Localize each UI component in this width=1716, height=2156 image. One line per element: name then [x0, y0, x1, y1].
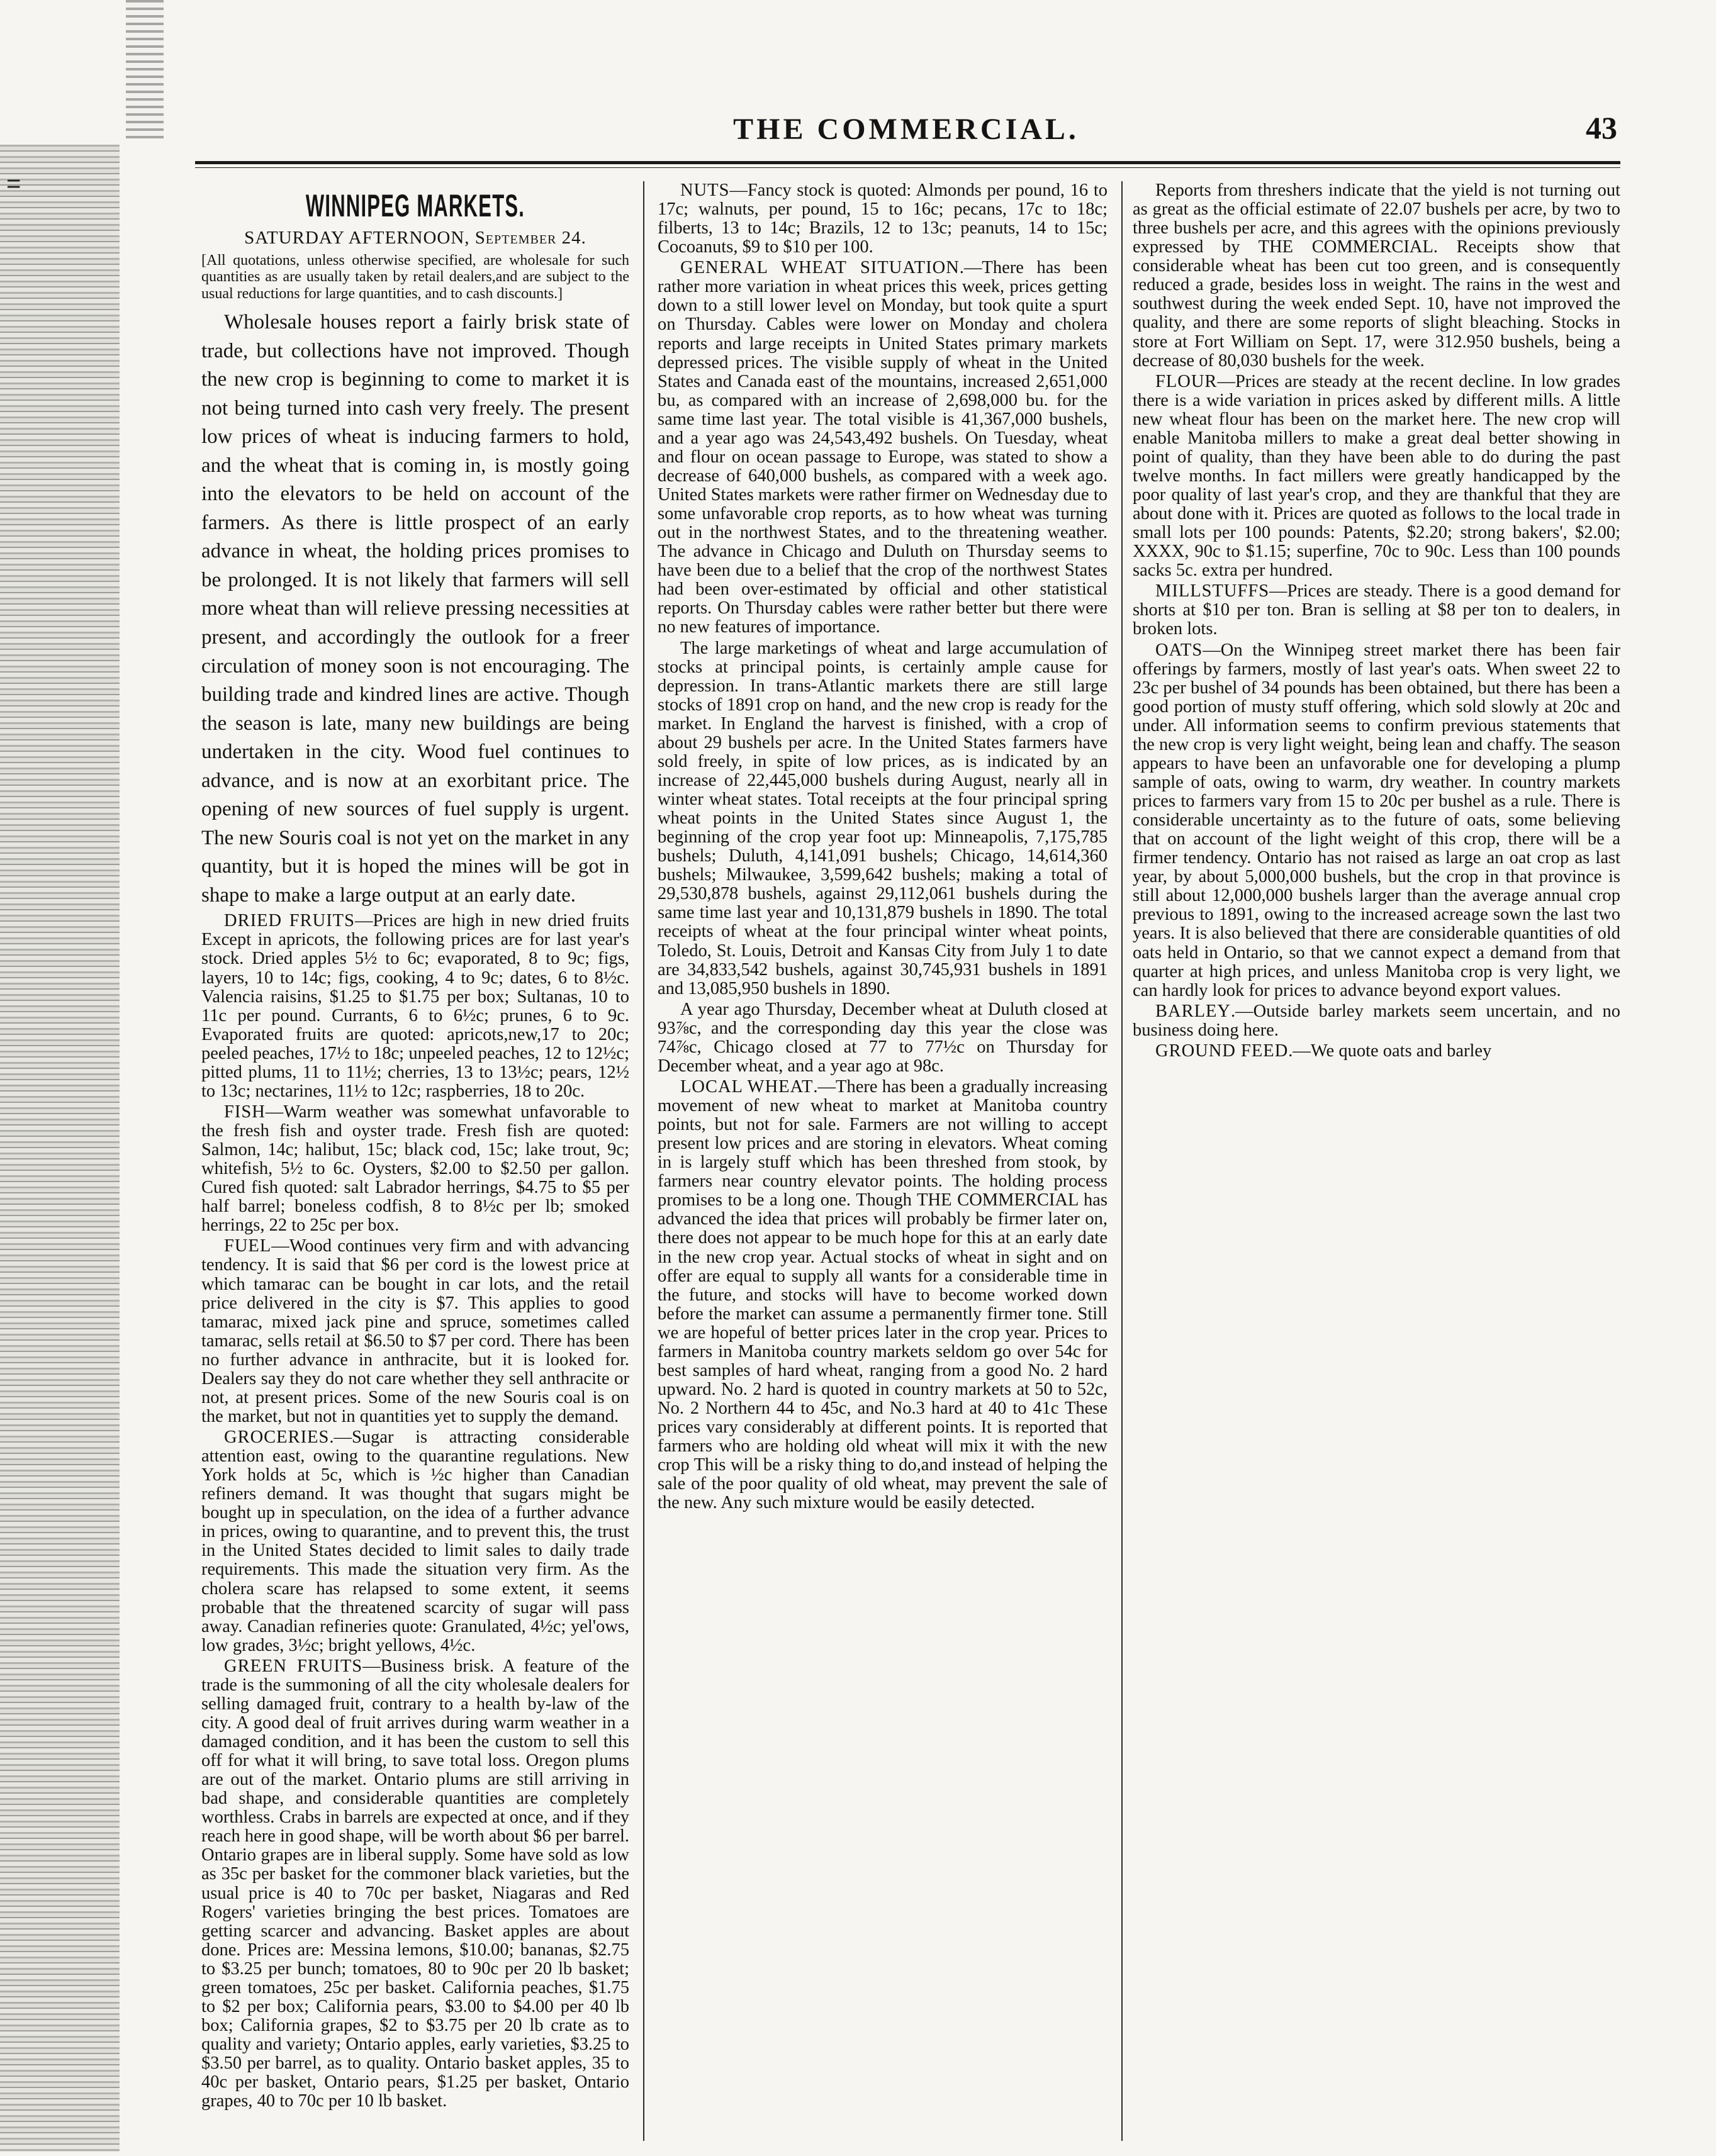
page-binding-edge — [0, 145, 120, 2152]
section-text: .—There has been rather more variation in wheat prices this week, prices getting down to a still lower level on Monday, but took quite a spurt on Thursday. Cables were lower on Monday and cholera reports and large receipts in United States primary markets depressed prices. The visible supply of wheat in the United States and Canada east of the mountains, increased 2,651,000 bu, as compared with an increase of 2,698,000 bu. for the same time last year. The total visible is 41,367,000 bushels, and a year ago was 24,543,492 bushels. On Tuesday, wheat and flour on ocean passage to Europe, was stated to show a decrease of 640,000 bushels, as compared with a week ago. United States markets were rather firmer on Wednesday due to some unfavorable crop reports, as to how wheat was turning out in the northwest States, and to the threatening weather. The advance in Chicago and Duluth on Thursday seems to have been due to a belief that the crop of the northwest States had been over-estimated by official and other statistical reports. On Thursday cables were rather better but there were no new features of importance. — [658, 258, 1108, 637]
section-text: —On the Winnipeg street market there has been fair offerings by farmers, mostly of last year's oats. When sweet 22 to 23c per bushel of 34 pounds has been obtained, but there has been a good portion of musty stuff offering, which sold slowly at 20c and under. All information seems to confirm previous statements that the new crop is very light weight, being lean and chaffy. The season appears to have been an unfavorable one for developing a plump sample of oats, owing to warm, dry weather. In country markets prices to farmers vary from 15 to 20c per bushel as a rule. There is considerable uncertainty as to the future of oats, some believing that on account of the light weight of this crop, there will be a firmer tendency. Ontario has not raised as large an oat crop as last year, by about 5,000,000 bushels, but the crop in that province is still about 12,000,000 bushels larger than the average annual crop previous to 1891, owing to the increased acreage sown the last two years. It is also believed that there are considerable quantities of old oats held in Ontario, so that we cannot expect a demand from that quarter at high prices, and unless Manitoba crop is very light, we can hardly look for prices to advance beyond export values. — [1133, 640, 1620, 1000]
header-rule-thin — [195, 167, 1620, 168]
section-label: FUEL — [224, 1236, 272, 1256]
section-fish — [201, 1103, 629, 1235]
section-dried-fruits — [201, 912, 629, 1101]
masthead: THE COMMERCIAL. — [733, 113, 1079, 146]
section-ground-feed — [1133, 1042, 1620, 1061]
section-label: GROUND FEED — [1155, 1041, 1289, 1061]
section-text: .—Outside barley markets seem uncertain, and no business doing here. — [1133, 1001, 1620, 1040]
column-1 — [201, 181, 629, 2144]
section-nuts — [658, 181, 1108, 257]
section-text: —Prices are steady. There is a good demand for shorts at $10 per ton. Bran is selling at $8 per ton to dealers, in broken lots. — [1133, 581, 1620, 639]
section-text: —Fancy stock is quoted: Almonds per pound, 16 to 17c; walnuts, per pound, 15 to 16c; pecans, 17c to 18c; filberts, 13 to 14c; Brazils, 12 to 13c; peanuts, 14 to 15c; Cocoanuts, $9 to $10 per 100. — [658, 181, 1108, 257]
section-label: GENERAL WHEAT SITUATION — [680, 258, 960, 278]
section-label: GREEN FRUITS — [224, 1656, 363, 1676]
page-header — [195, 112, 1617, 151]
section-label: MILLSTUFFS — [1155, 581, 1270, 601]
section-text: .—Sugar is attracting considerable attention east, owing to the quarantine regulations. New York holds at 5c, which is ½c higher than Canadian refiners demand. It was thought that sugars might be bought up in speculation, on the idea of a further advance in prices, owing to quarantine, and to prevent this, the trust in the United States decided to limit sales to daily trade requirements. This made the situation very firm. As the cholera scare has relapsed to some extent, it seems probable that the threatened scarcity of sugar will pass away. Canadian refineries quote: Granulated, 4½c; yel'ows, low grades, 3½c; bright yellows, 4½c. — [201, 1427, 629, 1655]
section-label: GROCERIES — [224, 1427, 330, 1448]
page-number: 43 — [1586, 110, 1617, 145]
section-local-wheat — [658, 1078, 1108, 1512]
section-text: —Prices are high in new dried fruits Except in apricots, the following prices are for last year's stock. Dried apples 5½ to 6c; evaporated, 8 to 9c; figs, layers, 10 to 14c; figs, cooking, 4 to 9c; dates, 6 to 8½c. Valencia raisins, $1.25 to $1.75 per box; Sultanas, 10 to 11c per pound. Currants, 6 to 6½c; prunes, 6 to 9c. Evaporated fruits are quoted: apricots,new,17 to 20c; peeled peaches, 17½ to 18c; unpeeled peaches, 12 to 12½c; pitted plums, 11 to 11½; cherries, 13 to 13½c; pears, 12½ to 13c; nectarines, 11½ to 12c; raspberries, 18 to 20c. — [201, 911, 629, 1101]
general-wheat-paragraph-2: The large marketings of wheat and large accumulation of stocks at principal points, is certainly ample cause for depression. In trans-Atlantic markets there are still large stocks of 1891 crop on hand, and the new crop is ready for the market. In England the harvest is finished, with a crop of about 29 bushels per acre. In the United States farmers have sold freely, in spite of low prices, as is indicated by an increase of 22,445,000 bushels during August, nearly all in winter wheat states. Total receipts at the four principal spring wheat points in the United States since August 1, the beginning of the crop year foot up: Minneapolis, 7,175,785 bushels; Duluth, 4,141,091 bushels; Chicago, 14,614,360 bushels; Milwaukee, 3,599,642 bushels; making a total of 29,530,878 bushels, against 29,112,061 bushels during the same time last year and 10,131,879 bushels in 1890. The total receipts of wheat at the four principal winter wheat points, Toledo, St. Louis, Detroit and Kansas City from July 1 to date are 34,833,542 bushels, against 30,745,931 bushels in 1891 and 13,085,950 bushels in 1890. — [658, 638, 1108, 998]
column-divider — [1121, 181, 1123, 2141]
section-text: .—We quote oats and barley — [1288, 1041, 1492, 1061]
article-intro-block — [201, 308, 629, 910]
article-note: [All quotations, unless otherwise specified, are wholesale for such quantities as are usually taken by retail dealers,and are subject to the usual reductions for large quantities, and to cash discounts.] — [201, 252, 629, 302]
section-label: LOCAL WHEAT — [680, 1076, 814, 1097]
section-text: —Warm weather was somewhat unfavorable to the fresh fish and oyster trade. Fresh fish are quoted: Salmon, 14c; halibut, 15c; black cod, 15c; lake trout, 9c; whitefish, 5½ to 6c. Oysters, $2.00 to $2.50 per gallon. Cured fish quoted: salt Labrador herrings, $4.75 to $5 per half barrel; boneless codfish, 8 to 8½c per lb; smoked herrings, 22 to 25c per box. — [201, 1102, 629, 1236]
section-flour — [1133, 372, 1620, 581]
section-label: DRIED FRUITS — [224, 911, 355, 931]
section-millstuffs — [1133, 582, 1620, 639]
article-dateline: SATURDAY AFTERNOON, September 24. — [244, 228, 586, 248]
edge-mark: = — [6, 170, 21, 198]
section-label: FISH — [224, 1102, 266, 1122]
local-wheat-paragraph-2: Reports from threshers indicate that the yield is not turning out as great as the official estimate of 22.07 bushels per acre, by two to three bushels per acre, and this agrees with the opinions previously expressed by THE COMMERCIAL. Receipts show that considerable wheat has been cut too green, and is consequently reduced a grade, besides loss in weight. The rains in the west and southwest during the week ended Sept. 10, have not improved the quality, and there are some reports of slight bleaching. Stocks in store at Fort William on Sept. 17, were 312.950 bushels, being a decrease of 80,030 bushels for the week. — [1133, 181, 1620, 371]
column-2 — [658, 181, 1108, 2144]
section-text: .—There has been a gradually increasing movement of new wheat to market at Manitoba country points, but not for sale. Farmers are not willing to accept present low prices and are storing in elevators. Wheat coming in is largely stuff which has been threshed from stook, by farmers near country elevator points. The holding process promises to be a long one. Though THE COMMERCIAL has advanced the idea that prices will probably be firmer later on, there does not appear to be much hope for this at an early date in the new crop year. Actual stocks of wheat in sight and on offer are equal to supply all wants for a considerable time in the future, and stocks will have to become worked down before the market can assume a permanently firmer tone. Still we are hopeful of better prices later in the crop year. Prices to farmers in Manitoba country markets seldom go over 54c for best samples of hard wheat, ranging from a good No. 2 hard upward. No. 2 hard is quoted in country markets at 50 to 52c, No. 2 Northern 44 to 45c, and No.3 hard at 40 to 41c These prices vary considerably at different points. It is reported that farmers who are holding old wheat will mix it with the new crop This will be a risky thing to do,and instead of helping the sale of the poor quality of old wheat, may prevent the sale of the new. Any such mixture would be easily detected. — [658, 1076, 1108, 1513]
section-fuel — [201, 1237, 629, 1426]
section-green-fruits — [201, 1657, 629, 2111]
article-intro: Wholesale houses report a fairly brisk state of trade, but collections have not improved. Though the new crop is beginning to come to market it is not being turned into cash very freely. The present low prices of wheat is inducing farmers to hold, and the wheat that is coming in, is mostly going into the elevators to be held on account of the farmers. As there is little prospect of an early advance in wheat, the holding prices promises to be prolonged. It is not likely that farmers will sell more wheat than will relieve pressing necessities at present, and accordingly the outlook for a freer circulation of money soon is not encouraging. The building trade and kindred lines are active. Though the season is late, many new buildings are being undertaken in the city. Wood fuel continues to advance, and is now at an exorbitant price. The opening of new sources of fuel supply is urgent. The new Souris coal is not yet on the market in any quantity, but it is hoped the mines will be got in shape to make a large output at an early date. — [201, 311, 629, 907]
section-barley — [1133, 1002, 1620, 1040]
section-general-wheat — [658, 259, 1108, 637]
section-text: —Wood continues very firm and with advancing tendency. It is said that $6 per cord is the lowest price at which tamarac can be bought in car lots, and the retail price delivered in the city is $7. This applies to good tamarac, mixed jack pine and spruce, sometimes called tamarac, sells retail at $6.50 to $7 per cord. There has been no further advance in anthracite, but it is looked for. Dealers say they do not care whether they sell anthracite or not, at present prices. Some of the new Souris coal is on the market, but not in quantities yet to supply the demand. — [201, 1236, 629, 1426]
section-oats — [1133, 641, 1620, 1000]
section-label: BARLEY — [1155, 1001, 1231, 1021]
column-divider — [643, 181, 644, 2141]
column-3 — [1133, 181, 1620, 2144]
general-wheat-paragraph-3: A year ago Thursday, December wheat at Duluth closed at 93⅞c, and the corresponding day this year the close was 74⅞c, Chicago closed at 77 to 77½c on Thursday for December wheat, and a year ago at 98c. — [658, 999, 1108, 1076]
page-binding-top — [126, 0, 164, 138]
article-title: WINNIPEG MARKETS. — [305, 188, 525, 223]
section-label: NUTS — [680, 181, 730, 200]
section-label: OATS — [1155, 640, 1203, 660]
section-label: FLOUR — [1155, 371, 1218, 391]
section-text: —Prices are steady at the recent decline. In low grades there is a wide variation in prices asked by different mills. A little new wheat flour has been on the market here. The new crop will enable Manitoba millers to make a great deal better showing in point of quality, than they have been able to do during the past twelve months. In fact millers were greatly handicapped by the poor quality of last year's crop, and they are thankful that they are about done with it. Prices are quoted as follows to the local trade in small lots per 100 pounds: Patents, $2.20; strong bakers', $2.00; XXXX, 90c to $1.15; superfine, 70c to 90c. Less than 100 pounds sacks 5c. extra per hundred. — [1133, 371, 1620, 581]
header-rule — [195, 161, 1620, 164]
section-groceries — [201, 1428, 629, 1655]
section-text: —Business brisk. A feature of the trade is the summoning of all the city wholesale dealers for selling damaged fruit, contrary to a health by-law of the city. A good deal of fruit arrives during warm weather in a damaged condition, and it has been the custom to sell this off for what it will bring, to save total loss. Oregon plums are out of the market. Ontario plums are still arriving in bad shape, and considerable quantities are completely worthless. Crabs in barrels are expected at once, and if they reach here in good shape, will be worth about $6 per barrel. Ontario grapes are in liberal supply. Some have sold as low as 35c per basket for the commoner black varieties, but the usual price is 40 to 70c per basket, Niagaras and Red Rogers' varieties bringing the best prices. Tomatoes are getting scarcer and advancing. Basket apples are about done. Prices are: Messina lemons, $10.00; bananas, $2.75 to $3.25 per bunch; tomatoes, 80 to 90c per 20 lb basket; green tomatoes, 25c per basket. California peaches, $1.75 to $2 per box; California pears, $3.00 to $4.00 per 40 lb box; California grapes, $2 to $3.75 per 20 lb crate as to quality and variety; Ontario apples, early varieties, $3.25 to $3.50 per barrel, as to quality. Ontario basket apples, 35 to 40c per basket, Ontario pears, $1.25 per basket, Ontario grapes, 40 to 70c per 10 lb basket. — [201, 1656, 629, 2111]
